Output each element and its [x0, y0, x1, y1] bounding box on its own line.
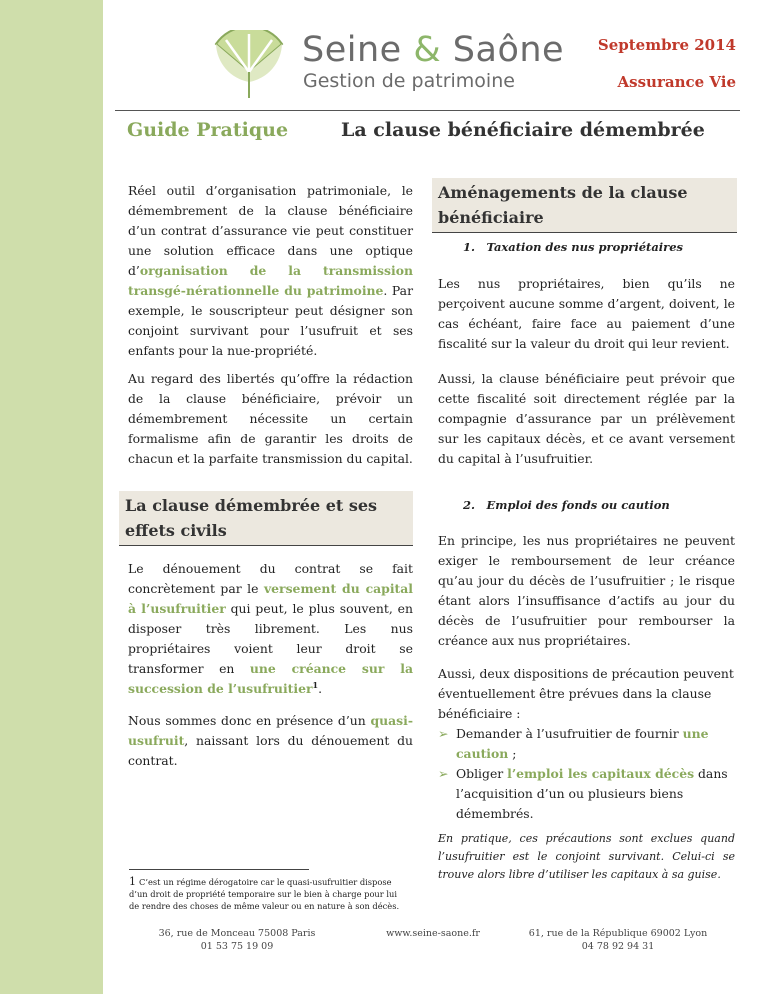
left-column-intro — [128, 181, 413, 361]
precaution-list — [438, 724, 735, 824]
right-column-paragraph-2 — [438, 369, 735, 469]
subheading-taxation: 1. Taxation des nus propriétaires — [463, 240, 684, 254]
footer-website-link[interactable]: www.seine-saone.fr — [386, 928, 480, 939]
document-title: La clause bénéficiaire démembrée — [341, 119, 705, 141]
arrow-bullet-icon: ➢ — [438, 766, 449, 781]
prelevement-paragraph: Aussi, la clause bénéficiaire peut prévoir que cette fiscalité soit directement réglée par la compagnie d’assurance par un prélèvement sur les capitaux décès, et ce avant versement du capital à l’usufruitier. — [438, 371, 735, 466]
left-column-paragraph-3 — [128, 559, 413, 699]
quasi-usufruit-paragraph: Nous sommes donc en présence d’un quasi-usufruit, naissant lors du dénouement du contrat. — [128, 713, 413, 768]
section-heading-effets-civils: La clause démembrée et ses effets civils — [119, 491, 413, 546]
arrow-bullet-icon: ➢ — [438, 726, 449, 741]
ginkgo-leaf-icon — [210, 30, 288, 100]
brand-name: Seine & Saône — [302, 30, 565, 70]
list-item: ➢ Demander à l’usufruitier de fournir une caution ; — [438, 726, 709, 761]
footer-address-paris: 36, rue de Monceau 75008 Paris 01 53 75 19 09 — [158, 928, 316, 952]
formalism-paragraph: Au regard des libertés qu’offre la rédaction de la clause bénéficiaire, prévoir un démembrement nécessite un certain formalisme afin de garantir les droits de chacun et la parfaite transmission du capital. — [128, 371, 413, 466]
sidebar-band — [0, 0, 103, 994]
right-column-paragraph-3 — [438, 531, 735, 651]
intro-paragraph: Réel outil d’organisation patrimoniale, le démembrement de la clause bénéficiaire d’un contrat d’assurance vie peut constituer une solution efficace dans une optique d’organisation de la transmission transgé-nérationnelle du patrimoine. Par exemple, le souscripteur peut désigner son conjoint survivant pour l’usufruit et ses enfants pour la nue-propriété. — [128, 183, 413, 358]
practical-note: En pratique, ces précautions sont exclues quand l’usufruitier est le conjoint survivant. Celui-ci se trouve alors libre d’utiliser les capitaux à sa guise. — [438, 832, 735, 881]
footer-address-lyon: 61, rue de la République 69002 Lyon 04 78 92 94 31 — [528, 928, 708, 952]
header-divider — [115, 110, 740, 111]
list-item: ➢ Obliger l’emploi les capitaux décès dans l’acquisition d’un ou plusieurs biens démembrés. — [438, 766, 728, 821]
creance-paragraph: En principe, les nus propriétaires ne peuvent exiger le remboursement de leur créance qu’au jour du décès de l’usufruitier ; le risque étant alors l’insuffisance d’actifs au jour du décès de l’usufruitier pour rembourser la créance aux nus propriétaires. — [438, 533, 735, 648]
right-column-paragraph-4 — [438, 664, 735, 824]
taxation-paragraph: Les nus propriétaires, bien qu’ils ne perçoivent aucune somme d’argent, doivent, le cas échéant, faire face au paiement d’une fiscalité sur la valeur du droit qui leur revient. — [438, 276, 735, 351]
denouement-paragraph: Le dénouement du contrat se fait concrètement par le versement du capital à l’usufruitier qui peut, le plus souvent, en disposer très librement. Les nus propriétaires voient leur droit se transformer en une créance sur la succession de l’usufruitier$^1$. — [128, 561, 413, 696]
precaution-paragraph: Aussi, deux dispositions de précaution peuvent éventuellement être prévues dans la clause bénéficiaire : — [438, 666, 734, 721]
footnote: 1 C’est un régime dérogatoire car le quasi-usufruitier dispose d’un droit de propriété temporaire sur le bien à charge pour lui de rendre des choses de même valeur ou en nature à son décès. — [129, 875, 400, 911]
footnote-divider — [129, 869, 309, 870]
subheading-emploi-fonds: 2. Emploi des fonds ou caution — [463, 498, 670, 512]
topic-label: Assurance Vie — [617, 73, 736, 91]
issue-date: Septembre 2014 — [597, 36, 736, 54]
footnote-ref: 1 — [312, 679, 319, 690]
section-heading-amenagements: Aménagements de la clause bénéficiaire — [432, 178, 737, 233]
right-column-paragraph-1 — [438, 274, 735, 354]
brand-subtitle: Gestion de patrimoine — [303, 70, 515, 92]
left-column-paragraph-2 — [128, 369, 413, 469]
guide-label: Guide Pratique — [127, 119, 289, 141]
left-column-paragraph-4 — [128, 711, 413, 771]
